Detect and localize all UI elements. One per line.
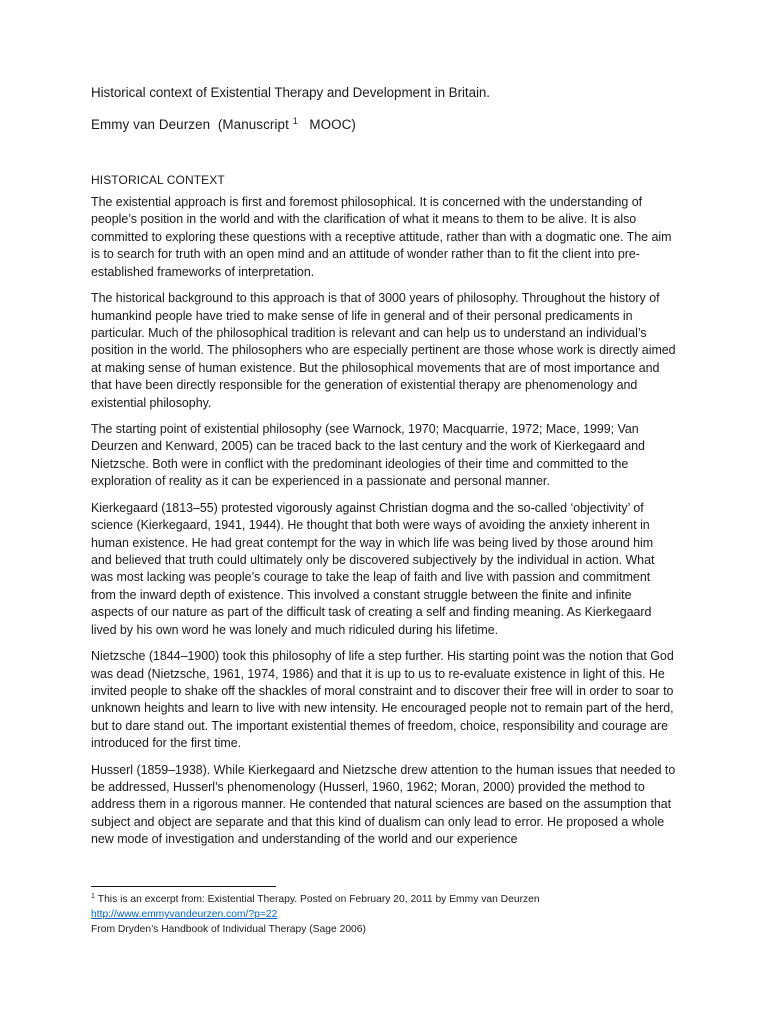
paragraph: Kierkegaard (1813–55) protested vigorously against Christian dogma and the so-called ‘objectivity’ of science (Kierkegaard, 1941, 1944). He thought that both were ways of avoiding the anxiety inherent in human existence. He had great contempt for the way in which life was being lived by those around him and believed that truth could ultimately only be discovered subjectively by the individual in action. What was most lacking was people’s courage to take the leap of faith and live with passion and commitment from the inward depth of existence. This involved a constant struggle between the finite and infinite aspects of our nature as part of the difficult task of creating a self and finding meaning. As Kierkegaard lived by his own word he was lonely and much ridiculed during his lifetime. — [91, 500, 655, 637]
paragraph: The existential approach is first and foremost philosophical. It is concerned with the understanding of people’s position in the world and with the clarification of what it means to them to be alive. It is also committed to exploring these questions with a receptive attitude, rather than with a dogmatic one. The aim is to search for truth with an open mind and an attitude of wonder rather than to fit the client into pre-established frameworks of interpretation. — [91, 195, 672, 279]
document-title: Historical context of Existential Therapy and Development in Britain. — [91, 85, 490, 100]
paragraph: Husserl (1859–1938). While Kierkegaard and Nietzsche drew attention to the human issues that needed to be addressed, Husserl’s phenomenology (Husserl, 1960, 1962; Moran, 2000) provided the method to address them in a rigorous manner. He contended that natural sciences are based on the assumption that subject and object are separate and that this kind of dualism can only lead to error. He proposed a whole new mode of investigation and understanding of the world and our experience — [91, 762, 676, 847]
manuscript-note: (Manuscript — [217, 117, 289, 132]
section-heading: HISTORICAL CONTEXT — [91, 173, 225, 187]
footnote-mark: 1 — [91, 893, 95, 900]
paragraph: The starting point of existential philosophy (see Warnock, 1970; Macquarrie, 1972; Mace, 1999; Van Deurzen and Kenward, 2005) can be traced back to the last century and the work of Kierkegaard and Nietzsche. Both were in conflict with the predominant ideologies of their time and committed to the exploration of reality as it can be experienced in a passionate and personal manner. — [91, 422, 645, 489]
footnote-source: This is an excerpt from: Existential Therapy. Posted on February 20, 2011 by Emmy van Deurzen — [97, 894, 540, 905]
footnote-line-1 — [91, 892, 691, 907]
mooc-note: MOOC) — [309, 117, 356, 132]
paragraph: The historical background to this approach is that of 3000 years of philosophy. Throughout the history of humankind people have tried to make sense of life in general and of their personal predicaments in particular. Much of the philosophical tradition is relevant and can help us to understand an individual’s position in the world. The philosophers who are especially pertinent are those whose work is directly aimed at making sense of human existence. But the philosophical movements that are of most importance and that have been directly responsible for the generation of existential therapy are phenomenology and existential philosophy. — [91, 291, 676, 410]
footnote-link[interactable]: http://www.emmyvandeurzen.com/?p=22 — [91, 909, 278, 920]
body-text — [91, 194, 677, 858]
footnote-reference[interactable]: 1 — [292, 116, 298, 126]
footnote — [91, 892, 691, 937]
footnote-line-3: From Dryden’s Handbook of Individual Therapy (Sage 2006) — [91, 924, 366, 935]
footnote-separator — [91, 886, 276, 887]
author-name: Emmy van Deurzen — [91, 117, 211, 132]
paragraph: Nietzsche (1844–1900) took this philosophy of life a step further. His starting point was the notion that God was dead (Nietzsche, 1961, 1974, 1986) and that it is up to us to re-evaluate existence in light of this. He invited people to shake off the shackles of moral constraint and to discover their free will in order to soar to unknown heights and learn to live with new intensity. He encouraged people not to remain part of the herd, but to dare stand out. The important existential themes of freedom, choice, responsibility and courage are introduced for the first time. — [91, 649, 674, 751]
footnote-line-2 — [91, 907, 691, 922]
author-line — [91, 116, 677, 134]
